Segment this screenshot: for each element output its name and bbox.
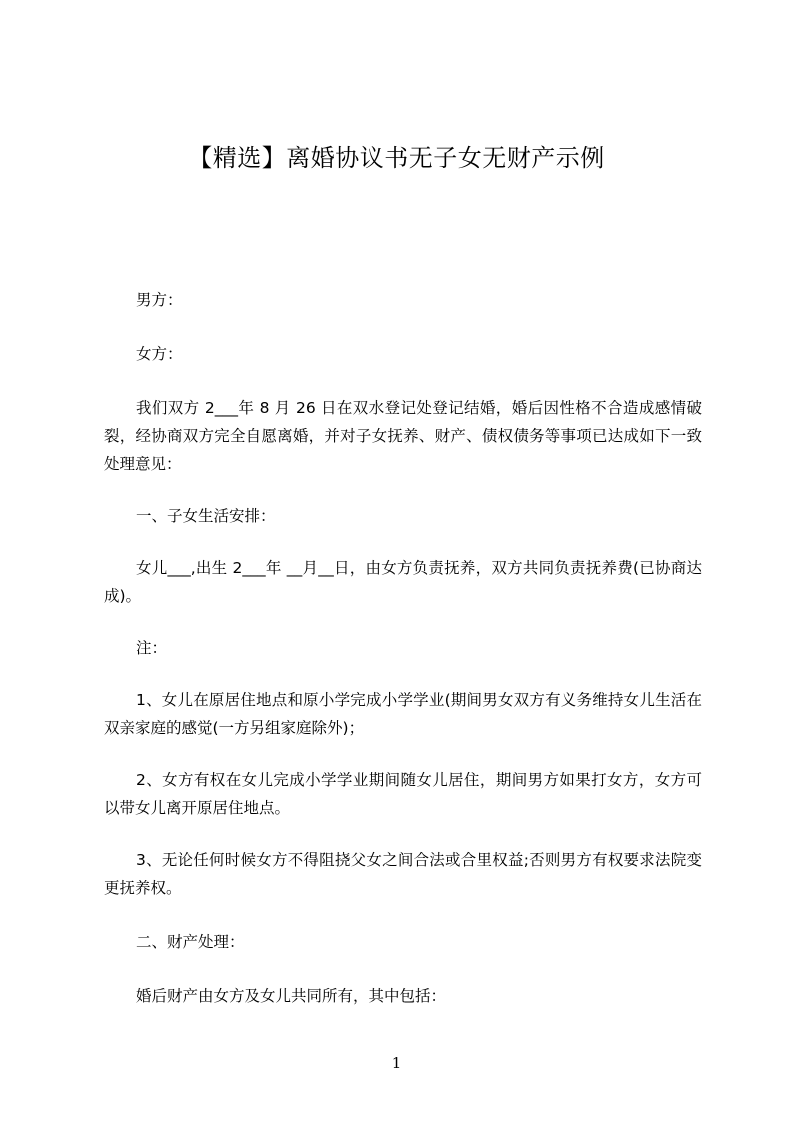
- section-heading-property: 二、财产处理：: [136, 933, 245, 951]
- paragraph-note-2: 2、女方有权在女儿完成小学学业期间随女儿居住，期间男方如果打女方，女方可以带女儿离开原居住地点。: [104, 771, 702, 817]
- paragraph-property-ownership: 婚后财产由女方及女儿共同所有，其中包括：: [136, 987, 447, 1005]
- paragraph-note-1: 1、女儿在原居住地点和原小学完成小学学业(期间男女双方有义务维持女儿生活在双亲家庭的感觉(一方另组家庭除外)；: [104, 691, 702, 737]
- paragraph-daughter-custody: 女儿___,出生 2___年 __月__日，由女方负责抚养，双方共同负责抚养费(已协商达成)。: [104, 559, 702, 605]
- section-heading-child-arrangement: 一、子女生活安排：: [136, 507, 276, 525]
- paragraph-note-label: 注：: [136, 639, 168, 657]
- document-title: 【精选】离婚协议书无子女无财产示例: [188, 144, 605, 172]
- paragraph-marriage-statement: 我们双方 2___年 8 月 26 日在双水登记处登记结婚，婚后因性格不合造成感情破裂，经协商双方完全自愿离婚，并对子女抚养、财产、债权债务等事项已达成如下一致处理意见：: [104, 399, 702, 473]
- paragraph-male-party: 男方：: [136, 291, 183, 309]
- paragraph-female-party: 女方：: [136, 345, 183, 363]
- paragraph-note-3: 3、无论任何时候女方不得阻挠父女之间合法或合里权益;否则男方有权要求法院变更抚养权。: [104, 851, 702, 897]
- page-number: 1: [391, 1054, 402, 1072]
